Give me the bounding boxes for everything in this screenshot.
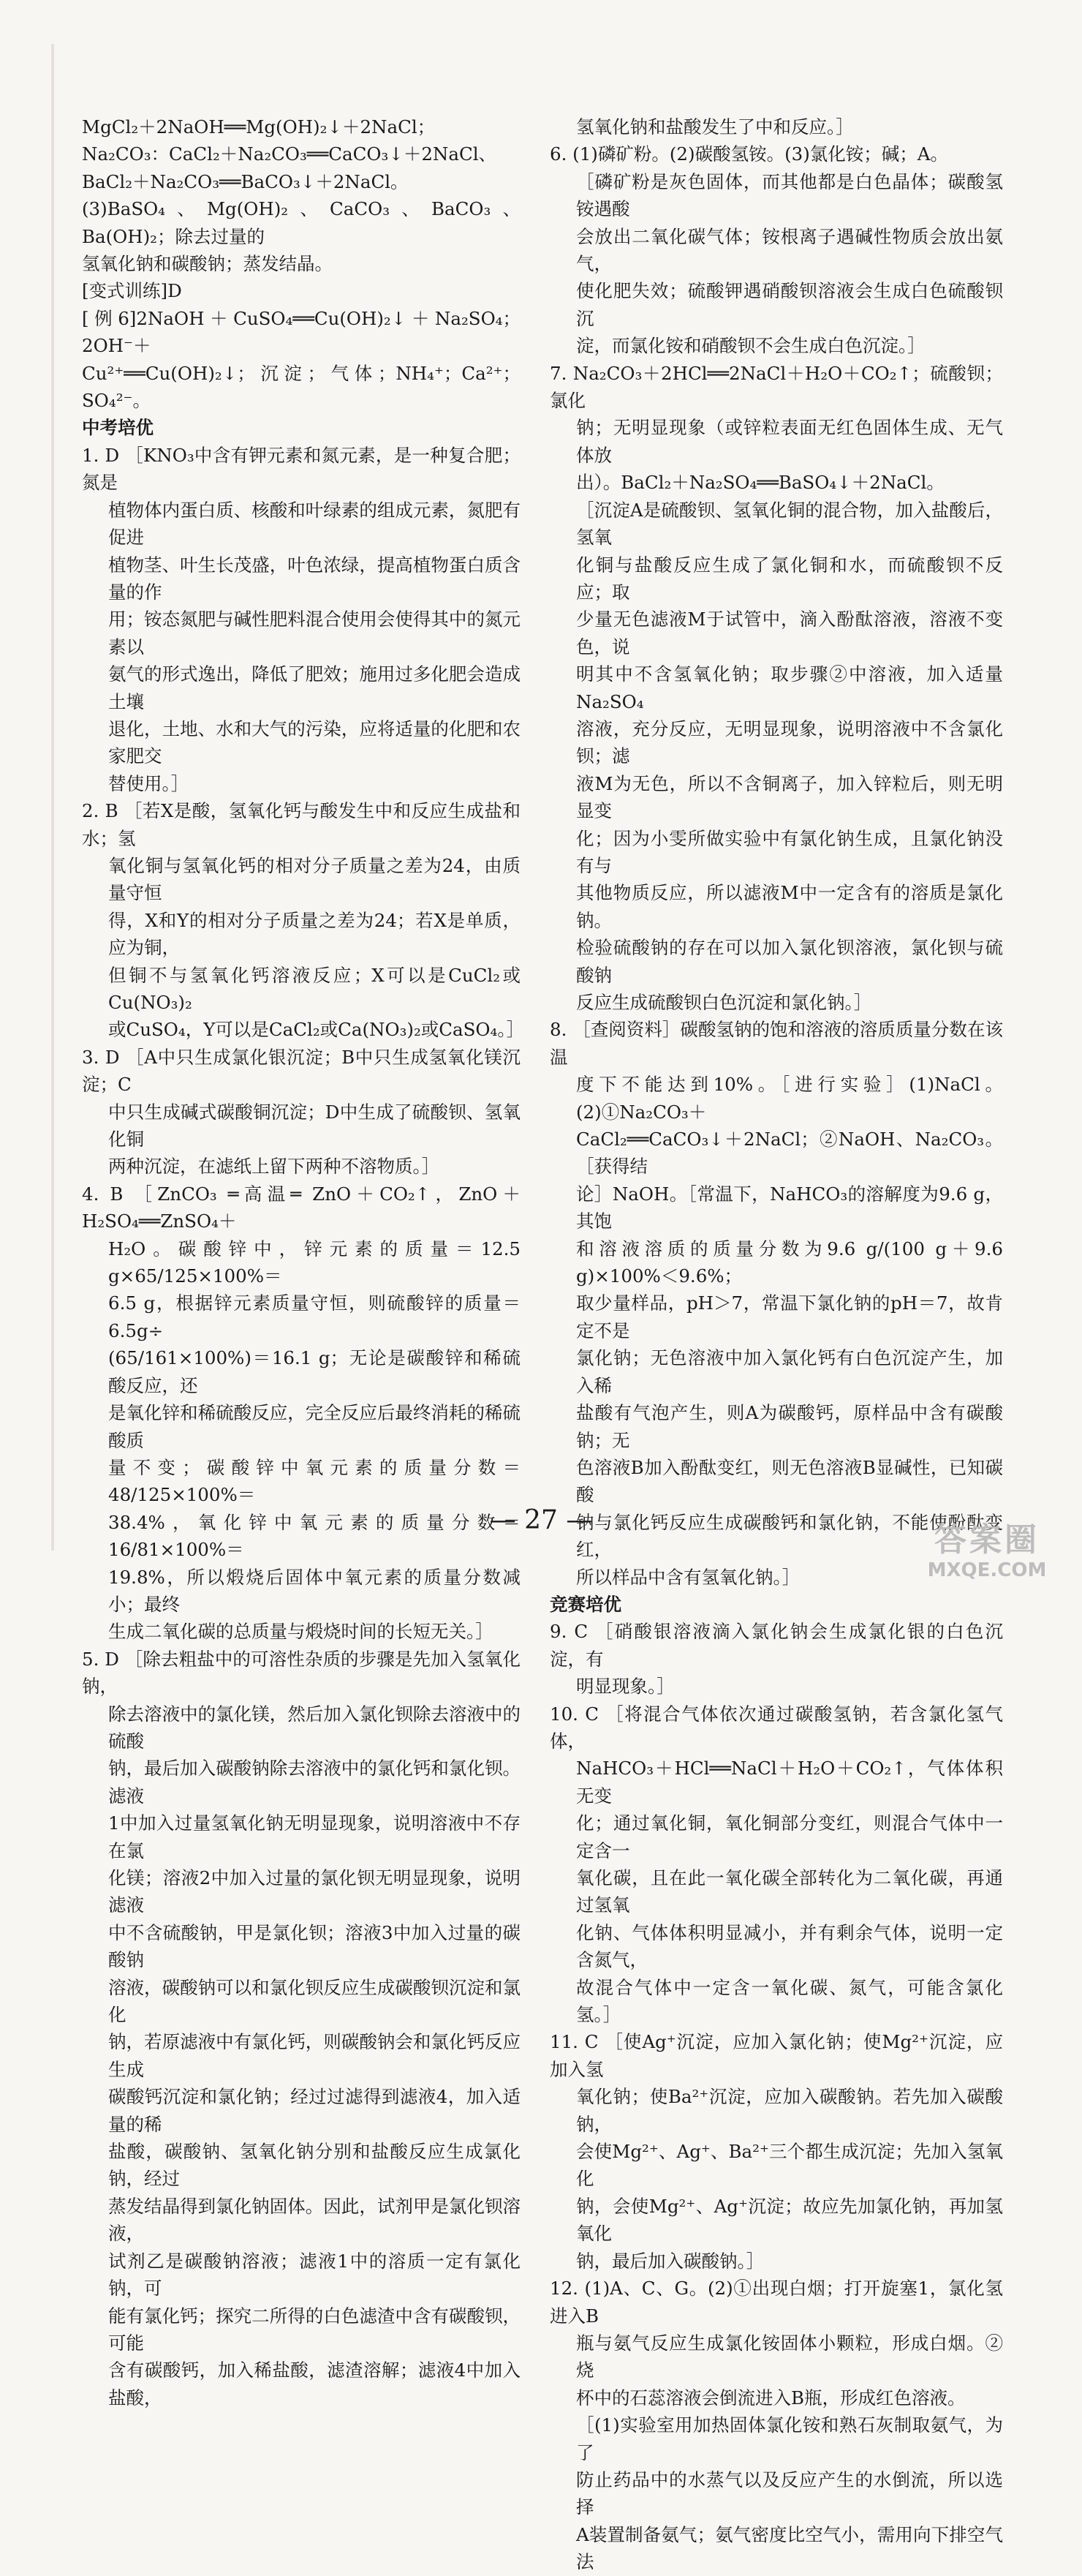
- text-line: 度下不能达到10%。［进行实验］(1)NaCl。(2)①Na₂CO₃＋: [576, 1074, 1003, 1123]
- text-line: 能有氯化钙；探究二所得的白色滤渣中含有碳酸钡，可能: [108, 2305, 521, 2354]
- text-line: 4. B ［ZnCO₃ ═高温═ ZnO＋CO₂↑，ZnO＋H₂SO₄══ZnSO₄＋: [82, 1183, 521, 1232]
- text-line: [例6]2NaOH＋CuSO₄══Cu(OH)₂↓＋Na₂SO₄；2OH⁻＋: [82, 307, 521, 357]
- text-line: 钠，最后加入碳酸钠除去溶液中的氯化钙和氯化钡。滤液: [108, 1758, 521, 1807]
- text-line: 钠，会使Mg²⁺、Ag⁺沉淀；故应先加氯化钠，再加氢氧化: [576, 2195, 1003, 2245]
- text-line: 但铜不与氢氧化钙溶液反应；X可以是CuCl₂或Cu(NO₃)₂: [108, 964, 521, 1013]
- text-line: 钠；无明显现象（或锌粒表面无红色固体生成、无气体放: [576, 417, 1003, 466]
- text-line: 氯化钠；无色溶液中加入氯化钙有白色沉淀产生，加入稀: [576, 1347, 1003, 1396]
- text-line: 会放出二氧化碳气体；铵根离子遇碱性物质会放出氨气，: [576, 225, 1003, 275]
- text-line: 退化，土地、水和大气的污染，应将适量的化肥和农家肥交: [108, 718, 521, 767]
- text-line: BaCl₂＋Na₂CO₃══BaCO₃↓＋2NaCl。: [82, 170, 409, 192]
- text-line: 1. D ［KNO₃中含有钾元素和氮元素，是一种复合肥；氮是: [82, 444, 521, 494]
- text-line: ［磷矿粉是灰色固体，而其他都是白色晶体；碳酸氢铵遇酸: [576, 170, 1003, 220]
- text-line: 使化肥失效；硫酸钾遇硝酸钡溶液会生成白色硫酸钡沉: [576, 280, 1003, 329]
- text-line: 出）。BaCl₂＋Na₂SO₄══BaSO₄↓＋2NaCl。: [576, 472, 945, 494]
- text-line: 氧化钠；使Ba²⁺沉淀，应加入碳酸钠。若先加入碳酸钠，: [576, 2086, 1003, 2135]
- text-line: [变式训练]D: [82, 280, 182, 302]
- text-line: 盐酸，碳酸钠、氢氧化钠分别和盐酸反应生成氯化钠，经过: [108, 2141, 521, 2190]
- left-column: [82, 113, 526, 2411]
- text-line: 化镁；溶液2中加入过量的氯化钡无明显现象，说明滤液: [108, 1867, 521, 1916]
- text-line: 杯中的石蕊溶液会倒流进入B瓶，形成红色溶液。: [576, 2387, 966, 2409]
- text-line: 12. (1)A、C、G。(2)①出现白烟；打开旋塞1，氯化氢进入B: [550, 2278, 1003, 2327]
- text-line: 氢氧化钠和盐酸发生了中和反应。］: [576, 116, 854, 138]
- text-line: 溶液，碳酸钠可以和氯化钡反应生成碳酸钡沉淀和氯化: [108, 1976, 521, 2026]
- text-line: 色溶液B加入酚酞变红，则无色溶液B显碱性，已知碳酸: [576, 1456, 1003, 1506]
- text-line: 中只生成碱式碳酸铜沉淀；D中生成了硫酸钡、氢氧化铜: [108, 1101, 521, 1150]
- text-line: 或CuSO₄，Y可以是CaCl₂或Ca(NO₃)₂或CaSO₄。］: [108, 1019, 525, 1041]
- text-line: 会使Mg²⁺、Ag⁺、Ba²⁺三个都生成沉淀；先加入氢氧化: [576, 2141, 1003, 2190]
- text-line: (3)BaSO₄、Mg(OH)₂、CaCO₃、BaCO₃、Ba(OH)₂；除去过量的: [82, 198, 521, 247]
- watermark-logo: [907, 1521, 1067, 1587]
- text-line: 少量无色滤液M于试管中，滴入酚酞溶液，溶液不变色，说: [576, 609, 1003, 658]
- text-line: 除去溶液中的氯化镁，然后加入氯化钡除去溶液中的硫酸: [108, 1703, 521, 1752]
- text-line: 植物体内蛋白质、核酸和叶绿素的组成元素，氮肥有促进: [108, 499, 521, 549]
- text-line: 瓶与氨气反应生成氯化铵固体小颗粒，形成白烟。②烧: [576, 2332, 1003, 2381]
- text-line: 检验硫酸钠的存在可以加入氯化钡溶液，氯化钡与硫酸钠: [576, 937, 1003, 986]
- text-line: 其他物质反应，所以滤液M中一定含有的溶质是氯化钠。: [576, 882, 1003, 931]
- text-line: ［(1)实验室用加热固体氯化铵和熟石灰制取氨气，为了: [576, 2414, 1003, 2463]
- text-line: 9. C ［硝酸银溶液滴入氯化钠会生成氯化银的白色沉淀，有: [550, 1621, 1003, 1670]
- watermark-bottom: MXQE.COM: [927, 1559, 1047, 1581]
- text-line: 钠，最后加入碳酸钠。］: [576, 2250, 765, 2272]
- text-line: 6.5 g，根据锌元素质量守恒，则硫酸锌的质量＝6.5g÷: [108, 1292, 521, 1341]
- text-line: 7. Na₂CO₃＋2HCl══2NaCl＋H₂O＋CO₂↑；硫酸钡；氯化: [550, 362, 1003, 412]
- text-line: 得，X和Y的相对分子质量之差为24；若X是单质，应为铜，: [108, 909, 521, 959]
- text-line: ［沉淀A是硫酸钡、氢氧化铜的混合物，加入盐酸后，氢氧: [576, 499, 1003, 549]
- right-column: [550, 113, 1009, 2576]
- text-line: 6. (1)磷矿粉。(2)碳酸氢铵。(3)氯化铵；碱；A。: [550, 143, 948, 165]
- text-line: 和溶液溶质的质量分数为9.6 g/(100 g＋9.6 g)×100%＜9.6%；: [576, 1238, 1009, 1287]
- text-line: 10. C ［将混合气体依次通过碳酸氢钠，若含氯化氢气体，: [550, 1703, 1003, 1752]
- text-line: 盐酸有气泡产生，则A为碳酸钙，原样品中含有碳酸钠；无: [576, 1402, 1003, 1451]
- text-line: 液M为无色，所以不含铜离子，加入锌粒后，则无明显变: [576, 772, 1003, 822]
- text-line: 化钠、气体体积明显减小，并有剩余气体，说明一定含氮气，: [576, 1921, 1003, 1971]
- text-line: 钠与氯化钙反应生成碳酸钙和氯化钠，不能使酚酞变红，: [576, 1511, 1003, 1561]
- text-line: 论］NaOH。［常温下，NaHCO₃的溶解度为9.6 g，其饱: [576, 1183, 1003, 1232]
- text-line: (65/161×100%)＝16.1 g；无论是碳酸锌和稀硫酸反应，还: [108, 1347, 521, 1396]
- text-line: 用；铵态氮肥与碱性肥料混合使用会使得其中的氮元素以: [108, 609, 521, 658]
- text-line: 钠，若原滤液中有氯化钙，则碳酸钠会和氯化钙反应生成: [108, 2031, 521, 2080]
- section-heading: 竞赛培优: [550, 1593, 621, 1615]
- text-line: 防止药品中的水蒸气以及反应产生的水倒流，所以选择: [576, 2468, 1003, 2518]
- text-line: 植物茎、叶生长茂盛，叶色浓绿，提高植物蛋白质含量的作: [108, 554, 521, 603]
- text-line: 3. D ［A中只生成氯化银沉淀；B中只生成氢氧化镁沉淀；C: [82, 1046, 521, 1096]
- text-line: CaCl₂══CaCO₃↓＋2NaCl；②NaOH、Na₂CO₃。［获得结: [576, 1129, 1003, 1178]
- text-line: MgCl₂＋2NaOH══Mg(OH)₂↓＋2NaCl；: [82, 116, 436, 138]
- text-line: A装置制备氨气；氨气密度比空气小，需用向下排空气法: [576, 2523, 1003, 2573]
- text-line: 2. B ［若X是酸，氢氧化钙与酸发生中和反应生成盐和水；氢: [82, 800, 521, 849]
- text-line: Cu²⁺══Cu(OH)₂↓；沉淀；气体；NH₄⁺；Ca²⁺；SO₄²⁻。: [82, 362, 521, 412]
- text-line: H₂O。碳酸锌中，锌元素的质量＝12.5 g×65/125×100%＝: [108, 1238, 526, 1287]
- text-line: 38.4%，氧化锌中氧元素的质量分数＝16/81×100%＝: [108, 1511, 521, 1561]
- section-heading: 中考培优: [82, 417, 154, 439]
- text-line: 明其中不含氢氧化钠；取步骤②中溶液，加入适量Na₂SO₄: [576, 663, 1003, 712]
- text-line: 蒸发结晶得到氯化钠固体。因此，试剂甲是氯化钡溶液，: [108, 2195, 521, 2245]
- text-line: 是氧化锌和稀硫酸反应，完全反应后最终消耗的稀硫酸质: [108, 1402, 521, 1451]
- text-line: 化；因为小雯所做实验中有氯化钠生成，且氯化钠没有与: [576, 827, 1003, 876]
- text-line: 1中加入过量氢氧化钠无明显现象，说明溶液中不存在氯: [108, 1812, 521, 1861]
- text-line: 19.8%，所以煅烧后固体中氧元素的质量分数减小；最终: [108, 1566, 521, 1615]
- text-line: 反应生成硫酸钡白色沉淀和氯化钠。］: [576, 992, 872, 1013]
- text-line: 所以样品中含有氢氧化钠。］: [576, 1566, 801, 1588]
- text-line: 化；通过氧化铜，氧化铜部分变红，则混合气体中一定含一: [576, 1812, 1003, 1861]
- text-line: 11. C ［使Ag⁺沉淀，应加入氯化钠；使Mg²⁺沉淀，应加入氢: [550, 2031, 1003, 2080]
- page-binding-edge: [51, 44, 54, 1551]
- text-line: 中不含硫酸钠，甲是氯化钡；溶液3中加入过量的碳酸钠: [108, 1921, 521, 1971]
- text-line: 5. D ［除去粗盐中的可溶性杂质的步骤是先加入氢氧化钠，: [82, 1648, 521, 1698]
- text-line: 淀，而氯化铵和硝酸钡不会生成白色沉淀。］: [576, 335, 926, 357]
- text-line: 明显现象。］: [576, 1676, 675, 1698]
- text-line: 氧化铜与氢氧化钙的相对分子质量之差为24，由质量守恒: [108, 854, 521, 904]
- text-line: 生成二氧化碳的总质量与煅烧时间的长短无关。］: [108, 1621, 493, 1643]
- text-line: 两种沉淀，在滤纸上留下两种不溶物质。］: [108, 1156, 440, 1178]
- text-line: Na₂CO₃：CaCl₂＋Na₂CO₃══CaCO₃↓＋2NaCl、: [82, 143, 497, 165]
- text-line: 试剂乙是碳酸钠溶液；滤液1中的溶质一定有氯化钠，可: [108, 2250, 521, 2300]
- text-line: 氧化碳，且在此一氧化碳全部转化为二氧化碳，再通过氢氧: [576, 1867, 1003, 1916]
- text-line: 化铜与盐酸反应生成了氯化铜和水，而硫酸钡不反应；取: [576, 554, 1003, 603]
- text-line: 替使用。］: [108, 772, 189, 794]
- page-number: — 27 —: [489, 1505, 593, 1535]
- watermark-top: 答案圈: [934, 1521, 1040, 1559]
- text-line: 故混合气体中一定含一氧化碳、氮气，可能含氯化氢。］: [576, 1976, 1003, 2026]
- text-line: 量不变；碳酸锌中氧元素的质量分数＝48/125×100%＝: [108, 1456, 521, 1506]
- text-line: 溶液，充分反应，无明显现象，说明溶液中不含氯化钡；滤: [576, 718, 1003, 767]
- text-line: 8. ［查阅资料］碳酸氢钠的饱和溶液的溶质质量分数在该温: [550, 1019, 1003, 1068]
- text-line: 碳酸钙沉淀和氯化钠；经过过滤得到滤液4，加入适量的稀: [108, 2086, 521, 2135]
- text-line: NaHCO₃＋HCl══NaCl＋H₂O＋CO₂↑，气体体积无变: [576, 1758, 1003, 1807]
- text-line: 取少量样品，pH＞7，常温下氯化钠的pH＝7，故肯定不是: [576, 1292, 1003, 1341]
- text-line: 含有碳酸钙，加入稀盐酸，滤渣溶解；滤液4中加入盐酸，: [108, 2360, 521, 2409]
- text-line: 氨气的形式逸出，降低了肥效；施用过多化肥会造成土壤: [108, 663, 521, 712]
- text-line: 氢氧化钠和碳酸钠；蒸发结晶。: [82, 253, 333, 275]
